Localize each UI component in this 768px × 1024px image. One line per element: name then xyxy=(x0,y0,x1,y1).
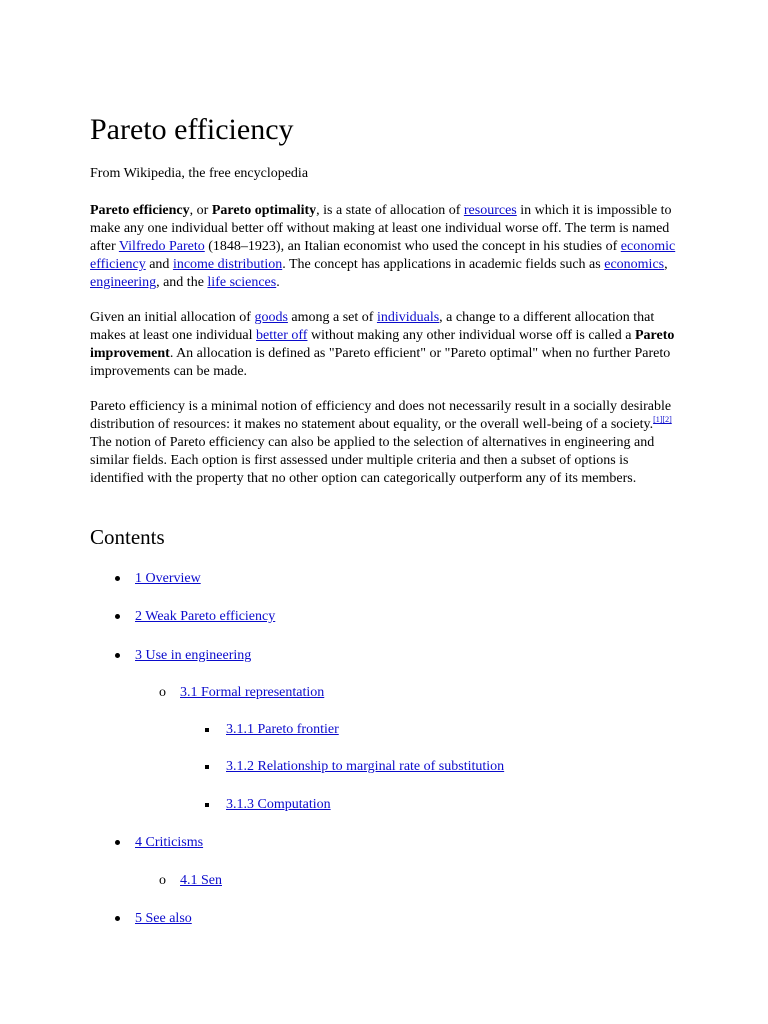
toc-link-see-also[interactable]: 5 See also xyxy=(135,911,192,926)
citation-link[interactable]: [1][2] xyxy=(653,415,672,424)
toc-item xyxy=(135,834,203,852)
link-better-off[interactable]: better off xyxy=(256,328,308,343)
link-income-distribution[interactable]: income distribution xyxy=(172,257,283,272)
toc-item xyxy=(226,758,504,776)
toc-item xyxy=(135,647,251,665)
link-individuals[interactable]: individuals xyxy=(376,310,440,325)
toc-item xyxy=(159,872,222,890)
bold-term: Pareto improvement xyxy=(90,328,675,361)
toc-link-pareto-frontier[interactable]: 3.1.1 Pareto frontier xyxy=(226,722,339,737)
toc-link-sen[interactable]: 4.1 Sen xyxy=(180,873,222,888)
link-economics[interactable]: economics xyxy=(604,257,665,272)
site-subtitle: From Wikipedia, the free encyclopedia xyxy=(90,166,309,181)
link-engineering[interactable]: engineering xyxy=(90,275,157,290)
square-bullet-icon xyxy=(205,765,209,769)
toc-link-overview[interactable]: 1 Overview xyxy=(135,571,201,586)
page-title: Pareto efficiency xyxy=(90,113,294,146)
circle-bullet-icon: o xyxy=(159,685,166,700)
toc-link-computation[interactable]: 3.1.3 Computation xyxy=(226,797,331,812)
bullet-icon xyxy=(115,840,120,845)
toc-link-criticisms[interactable]: 4 Criticisms xyxy=(135,835,204,850)
toc-link-weak-pareto-efficiency[interactable]: 2 Weak Pareto efficiency xyxy=(135,609,276,624)
bullet-icon xyxy=(115,576,120,581)
bullet-icon xyxy=(115,614,120,619)
bold-term: Pareto efficiency xyxy=(90,203,190,218)
square-bullet-icon xyxy=(205,803,209,807)
link-resources[interactable]: resources xyxy=(463,203,517,218)
toc-item xyxy=(226,796,331,814)
link-goods[interactable]: goods xyxy=(254,310,288,325)
toc-item xyxy=(135,570,201,588)
link-economic-efficiency[interactable]: economic efficiency xyxy=(90,239,676,272)
intro-paragraph-1: Pareto efficiency, or Pareto optimality, is a state of allocation of resources in which it is impossible to make any one individual better off without making at least one individual worse off. The term is named after Vilfredo Pareto (1848–1923), an Italian economist who used the concept in his studies of economic efficiency and income distribution. The concept has applications in academic fields such as economics, engineering, and the life sciences. xyxy=(90,203,676,290)
bold-term: Pareto optimality xyxy=(211,203,317,218)
contents-heading: Contents xyxy=(90,525,165,549)
toc-item xyxy=(135,608,275,626)
intro-paragraph-2: Given an initial allocation of goods among a set of individuals, a change to a different allocation that makes at least one individual better off without making any other individual worse off is called a Pareto improvement. An allocation is defined as "Pareto efficient" or "Pareto optimal" when no further Pareto improvements can be made. xyxy=(90,310,675,379)
link-life-sciences[interactable]: life sciences xyxy=(207,275,277,290)
toc-link-marginal-rate-of-substitution[interactable]: 3.1.2 Relationship to marginal rate of substitution xyxy=(226,759,505,774)
intro-paragraph-3: Pareto efficiency is a minimal notion of efficiency and does not necessarily result in a socially desirable distribution of resources: it makes no statement about equality, or the overall well-being of a society.[1][2] The notion of Pareto efficiency can also be applied to the selection of alternatives in engineering and similar fields. Each option is first assessed under multiple criteria and then a subset of options is identified with the property that no other option can categorically outperform any of its members. xyxy=(90,399,672,486)
toc-link-use-in-engineering[interactable]: 3 Use in engineering xyxy=(135,648,252,663)
bullet-icon xyxy=(115,653,120,658)
toc-item xyxy=(226,721,339,739)
square-bullet-icon xyxy=(205,728,209,732)
toc-item xyxy=(135,910,192,928)
bullet-icon xyxy=(115,916,120,921)
link-vilfredo-pareto[interactable]: Vilfredo Pareto xyxy=(118,239,205,254)
toc-item xyxy=(159,684,325,702)
circle-bullet-icon: o xyxy=(159,873,166,888)
toc-link-formal-representation[interactable]: 3.1 Formal representation xyxy=(180,685,325,700)
